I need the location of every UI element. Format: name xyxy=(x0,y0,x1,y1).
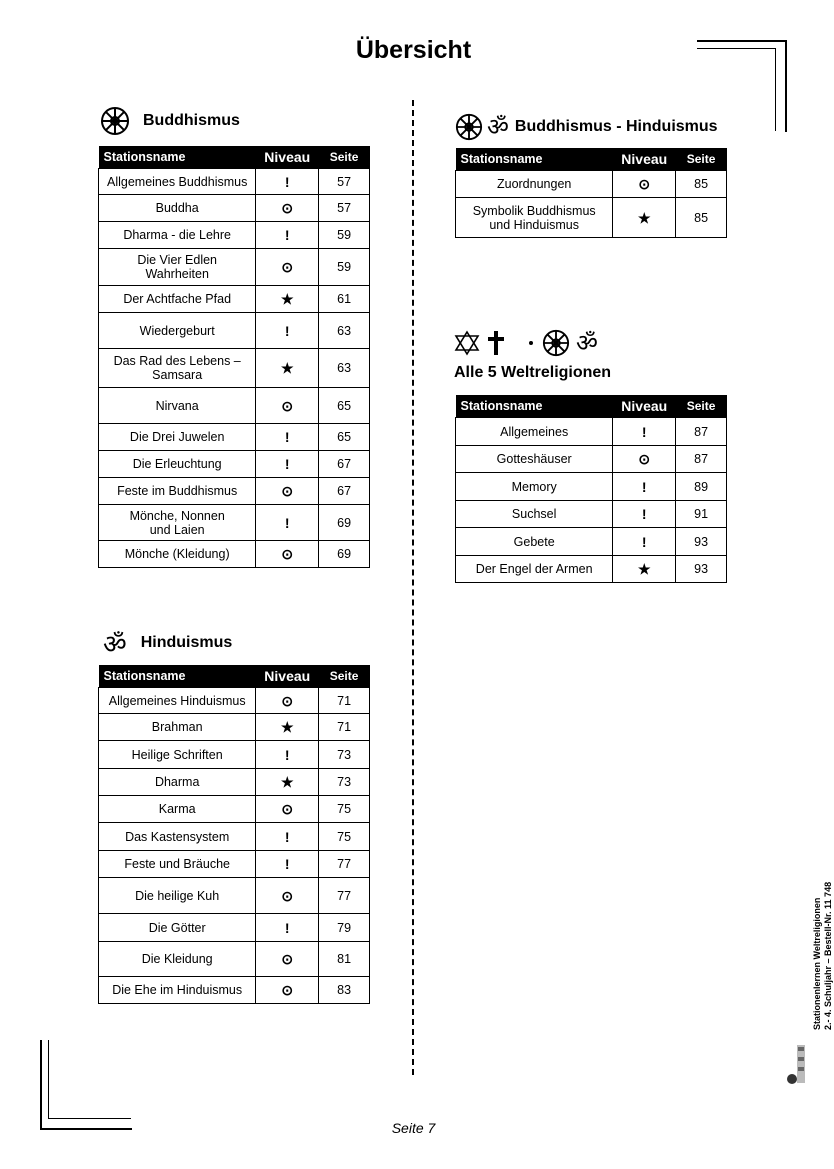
table-row xyxy=(99,388,370,424)
om-icon: ॐ xyxy=(487,113,509,141)
page-number-cell: 89 xyxy=(676,473,727,501)
station-name: Mönche (Kleidung) xyxy=(99,541,256,568)
station-name: Zuordnungen xyxy=(456,171,613,198)
station-name: Die Erleuchtung xyxy=(99,451,256,478)
station-name: Das Kastensystem xyxy=(99,823,256,851)
station-name: Die Vier Edlen Wahrheiten xyxy=(99,249,256,286)
level-symbol: ! xyxy=(613,473,676,501)
page-number-cell: 59 xyxy=(319,249,370,286)
page-number-cell: 71 xyxy=(319,714,370,741)
station-name: Dharma - die Lehre xyxy=(99,222,256,249)
level-symbol: ! xyxy=(256,313,319,349)
station-name: Symbolik Buddhismus und Hinduismus xyxy=(456,198,613,238)
level-symbol: ⊙ xyxy=(256,688,319,714)
page-title: Übersicht xyxy=(355,36,472,64)
column-header-page: Seite xyxy=(676,395,727,418)
publisher-side-text xyxy=(812,882,834,1030)
table-row xyxy=(456,473,727,501)
level-symbol: ⊙ xyxy=(256,195,319,222)
publisher-logo-icon xyxy=(785,1035,807,1087)
page-number-cell: 73 xyxy=(319,769,370,796)
level-symbol: ! xyxy=(256,505,319,541)
level-symbol: ⊙ xyxy=(256,541,319,568)
table-row xyxy=(99,851,370,878)
section-title: Hinduismus xyxy=(140,634,233,651)
station-name: Nirvana xyxy=(99,388,256,424)
station-name: Gotteshäuser xyxy=(456,446,613,473)
cross-icon xyxy=(486,329,506,357)
station-table-alle5 xyxy=(455,395,727,583)
station-name: Der Achtfache Pfad xyxy=(99,286,256,313)
section-heading-buddhismus-hinduismus xyxy=(455,110,718,143)
station-name: Feste im Buddhismus xyxy=(99,478,256,505)
page-number-cell: 87 xyxy=(676,446,727,473)
table-row xyxy=(456,171,727,198)
level-symbol: ! xyxy=(613,501,676,528)
station-name: Die Drei Juwelen xyxy=(99,424,256,451)
corner-frame-bottom-left-inner xyxy=(48,1040,131,1119)
page-number-cell: 57 xyxy=(319,195,370,222)
column-header-name: Stationsname xyxy=(99,146,256,169)
page-number-cell: 69 xyxy=(319,541,370,568)
page-number-cell: 87 xyxy=(676,418,727,446)
page-number-cell: 93 xyxy=(676,556,727,583)
level-symbol: ! xyxy=(613,418,676,446)
station-name: Die Götter xyxy=(99,914,256,942)
page-number-cell: 69 xyxy=(319,505,370,541)
table-row xyxy=(99,195,370,222)
page-number-cell: 79 xyxy=(319,914,370,942)
column-header-page: Seite xyxy=(319,146,370,169)
table-row xyxy=(99,424,370,451)
star-of-david-icon xyxy=(454,330,480,356)
side-text-line1: Stationenlernen Weltreligionen xyxy=(812,897,822,1030)
station-name: Allgemeines xyxy=(456,418,613,446)
column-divider xyxy=(412,100,414,1075)
om-icon: ॐ xyxy=(576,329,598,357)
column-header-name: Stationsname xyxy=(456,395,613,418)
level-symbol: ★ xyxy=(256,714,319,741)
page-number-cell: 59 xyxy=(319,222,370,249)
station-name: Die Kleidung xyxy=(99,942,256,977)
section-title-alle5: Alle 5 Weltreligionen xyxy=(454,364,612,381)
station-name: Brahman xyxy=(99,714,256,741)
level-symbol: ★ xyxy=(613,198,676,238)
station-table-buddhismus-hinduismus xyxy=(455,148,727,238)
page-number-cell: 71 xyxy=(319,688,370,714)
level-symbol: ! xyxy=(256,222,319,249)
page-number-cell: 57 xyxy=(319,169,370,195)
station-name: Wiedergeburt xyxy=(99,313,256,349)
table-row xyxy=(99,478,370,505)
column-header-level: Niveau xyxy=(613,395,676,418)
level-symbol: ! xyxy=(256,851,319,878)
table-row xyxy=(99,451,370,478)
table-row xyxy=(99,688,370,714)
table-row xyxy=(99,878,370,914)
page-number-cell: 93 xyxy=(676,528,727,556)
page-number-cell: 91 xyxy=(676,501,727,528)
page-number-cell: 65 xyxy=(319,424,370,451)
page-number-cell: 67 xyxy=(319,478,370,505)
level-symbol: ⊙ xyxy=(256,388,319,424)
table-row xyxy=(99,823,370,851)
station-name: Allgemeines Buddhismus xyxy=(99,169,256,195)
level-symbol: ★ xyxy=(256,286,319,313)
page-number-cell: 63 xyxy=(319,349,370,388)
level-symbol: ★ xyxy=(256,349,319,388)
table-row xyxy=(456,556,727,583)
page-number-cell: 77 xyxy=(319,878,370,914)
page-number-cell: 65 xyxy=(319,388,370,424)
table-row xyxy=(99,942,370,977)
table-row xyxy=(99,796,370,823)
table-row xyxy=(456,418,727,446)
table-row xyxy=(99,769,370,796)
station-name: Das Rad des Lebens – Samsara xyxy=(99,349,256,388)
table-row xyxy=(99,169,370,195)
level-symbol: ⊙ xyxy=(256,878,319,914)
station-name: Gebete xyxy=(456,528,613,556)
station-name: Mönche, Nonnen und Laien xyxy=(99,505,256,541)
column-header-name: Stationsname xyxy=(99,665,256,688)
level-symbol: ! xyxy=(256,741,319,769)
station-name: Suchsel xyxy=(456,501,613,528)
level-symbol: ! xyxy=(613,528,676,556)
om-icon: ॐ xyxy=(103,630,127,660)
table-row xyxy=(99,313,370,349)
level-symbol: ★ xyxy=(613,556,676,583)
table-row xyxy=(99,349,370,388)
level-symbol: ⊙ xyxy=(256,796,319,823)
page-number-cell: 81 xyxy=(319,942,370,977)
station-name: Der Engel der Armen xyxy=(456,556,613,583)
table-row xyxy=(456,501,727,528)
level-symbol: ⊙ xyxy=(256,942,319,977)
page-number-cell: 73 xyxy=(319,741,370,769)
page-number-cell: 75 xyxy=(319,823,370,851)
page-number-cell: 85 xyxy=(676,171,727,198)
column-header-page: Seite xyxy=(676,148,727,171)
table-row xyxy=(456,446,727,473)
level-symbol: ⊙ xyxy=(613,171,676,198)
table-row xyxy=(456,528,727,556)
page-number-cell: 67 xyxy=(319,451,370,478)
level-symbol: ! xyxy=(256,424,319,451)
table-row xyxy=(99,977,370,1004)
level-symbol: ⊙ xyxy=(256,249,319,286)
level-symbol: ! xyxy=(256,914,319,942)
page-number-cell: 75 xyxy=(319,796,370,823)
level-symbol: ! xyxy=(256,451,319,478)
level-symbol: ⊙ xyxy=(256,478,319,505)
table-row xyxy=(99,286,370,313)
station-name: Feste und Bräuche xyxy=(99,851,256,878)
section-title: Buddhismus xyxy=(143,112,240,129)
station-name: Heilige Schriften xyxy=(99,741,256,769)
level-symbol: ! xyxy=(256,169,319,195)
station-name: Memory xyxy=(456,473,613,501)
table-row xyxy=(99,541,370,568)
level-symbol: ⊙ xyxy=(256,977,319,1004)
station-name: Karma xyxy=(99,796,256,823)
side-text-line2: 2.- 4. Schuljahr – Bestell-Nr. 11 748 xyxy=(823,881,833,1030)
column-header-level: Niveau xyxy=(613,148,676,171)
page-number-cell: 83 xyxy=(319,977,370,1004)
religion-icons-row xyxy=(454,326,598,359)
dharma-wheel-icon xyxy=(455,113,483,141)
page-number: Seite 7 xyxy=(391,1120,436,1136)
station-table-hinduismus xyxy=(98,665,370,1004)
section-heading-buddhismus xyxy=(100,106,240,136)
dharma-wheel-icon xyxy=(100,106,130,136)
station-name: Allgemeines Hinduismus xyxy=(99,688,256,714)
column-header-page: Seite xyxy=(319,665,370,688)
station-table-buddhismus xyxy=(98,146,370,568)
level-symbol: ★ xyxy=(256,769,319,796)
section-heading-hinduismus xyxy=(103,625,232,661)
page-number-cell: 63 xyxy=(319,313,370,349)
table-row xyxy=(456,198,727,238)
column-header-name: Stationsname xyxy=(456,148,613,171)
level-symbol: ! xyxy=(256,823,319,851)
table-row xyxy=(99,741,370,769)
column-header-level: Niveau xyxy=(256,665,319,688)
station-name: Die Ehe im Hinduismus xyxy=(99,977,256,1004)
section-title: Buddhismus - Hinduismus xyxy=(514,117,718,135)
crescent-star-icon xyxy=(512,330,536,356)
table-row xyxy=(99,249,370,286)
page-number-cell: 85 xyxy=(676,198,727,238)
station-name: Die heilige Kuh xyxy=(99,878,256,914)
table-row xyxy=(99,914,370,942)
dharma-wheel-icon xyxy=(542,329,570,357)
page-number-cell: 77 xyxy=(319,851,370,878)
level-symbol: ⊙ xyxy=(613,446,676,473)
table-row xyxy=(99,505,370,541)
station-name: Buddha xyxy=(99,195,256,222)
table-row xyxy=(99,222,370,249)
table-row xyxy=(99,714,370,741)
station-name: Dharma xyxy=(99,769,256,796)
page-number-cell: 61 xyxy=(319,286,370,313)
column-header-level: Niveau xyxy=(256,146,319,169)
